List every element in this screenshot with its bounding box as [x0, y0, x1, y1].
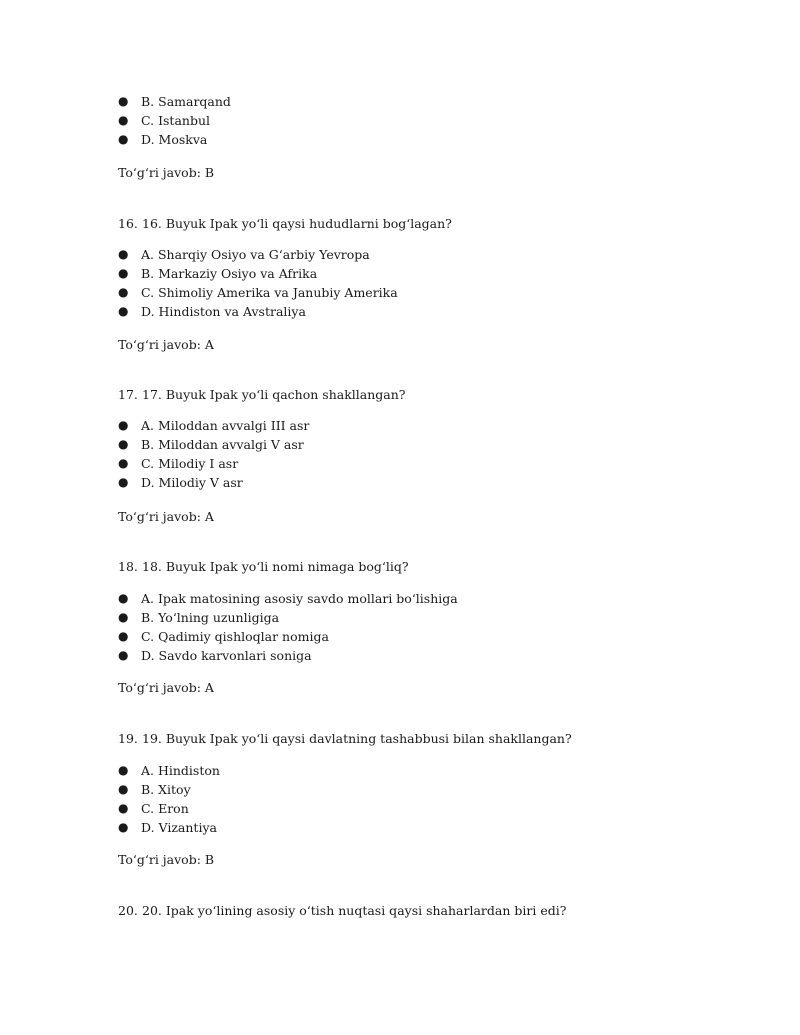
- question-16: [118, 214, 452, 233]
- bullet-icon: ●: [118, 629, 129, 643]
- option-item: [118, 780, 220, 799]
- answer-17: To‘g‘ri javob: A: [118, 509, 214, 524]
- option-item: [118, 302, 398, 321]
- question-17: [118, 385, 405, 404]
- option-item: [118, 608, 458, 627]
- bullet-icon: ●: [118, 113, 129, 127]
- option-text: D. Hindiston va Avstraliya: [141, 304, 306, 319]
- question-number: 20.: [118, 903, 138, 918]
- option-item: [118, 245, 398, 264]
- question-18: [118, 557, 409, 576]
- bullet-icon: ●: [118, 285, 129, 299]
- question-text: 16. Buyuk Ipak yo‘li qaysi hududlarni bog‘lagan?: [142, 216, 452, 231]
- option-item: [118, 111, 231, 130]
- option-list-19: [118, 761, 220, 837]
- answer-16: To‘g‘ri javob: A: [118, 337, 214, 352]
- option-text: C. Istanbul: [141, 113, 210, 128]
- bullet-icon: ●: [118, 648, 129, 662]
- option-item: [118, 589, 458, 608]
- option-item: [118, 264, 398, 283]
- answer-19: To‘g‘ri javob: B: [118, 852, 215, 867]
- answer-15: To‘g‘ri javob: B: [118, 165, 215, 180]
- question-number: 18.: [118, 559, 138, 574]
- option-text: B. Samarqand: [141, 94, 231, 109]
- option-item: [118, 646, 458, 665]
- bullet-icon: ●: [118, 247, 129, 261]
- option-text: C. Qadimiy qishloqlar nomiga: [141, 629, 329, 644]
- option-item: [118, 627, 458, 646]
- question-text: 20. Ipak yo‘lining asosiy o‘tish nuqtasi qaysi shaharlardan biri edi?: [142, 903, 567, 918]
- option-text: A. Hindiston: [141, 763, 220, 778]
- question-text: 18. Buyuk Ipak yo‘li nomi nimaga bog‘liq?: [142, 559, 409, 574]
- answer-18: To‘g‘ri javob: A: [118, 680, 214, 695]
- option-text: D. Moskva: [141, 132, 208, 147]
- option-text: C. Shimoliy Amerika va Janubiy Amerika: [141, 285, 398, 300]
- bullet-icon: ●: [118, 437, 129, 451]
- option-item: [118, 92, 231, 111]
- option-item: [118, 454, 309, 473]
- option-text: B. Xitoy: [141, 782, 191, 797]
- question-number: 17.: [118, 387, 138, 402]
- question-text: 19. Buyuk Ipak yo‘li qaysi davlatning tashabbusi bilan shakllangan?: [142, 731, 572, 746]
- bullet-icon: ●: [118, 610, 129, 624]
- option-item: [118, 761, 220, 780]
- question-text: 17. Buyuk Ipak yo‘li qachon shakllangan?: [142, 387, 406, 402]
- option-item: [118, 416, 309, 435]
- option-text: D. Milodiy V asr: [141, 475, 243, 490]
- option-list-17: [118, 416, 309, 492]
- bullet-icon: ●: [118, 801, 129, 815]
- bullet-icon: ●: [118, 418, 129, 432]
- question-number: 19.: [118, 731, 138, 746]
- question-number: 16.: [118, 216, 138, 231]
- option-item: [118, 283, 398, 302]
- option-text: B. Miloddan avvalgi V asr: [141, 437, 304, 452]
- bullet-icon: ●: [118, 475, 129, 489]
- option-item: [118, 799, 220, 818]
- option-text: A. Ipak matosining asosiy savdo mollari bo‘lishiga: [141, 591, 458, 606]
- bullet-icon: ●: [118, 763, 129, 777]
- bullet-icon: ●: [118, 94, 129, 108]
- option-item: [118, 435, 309, 454]
- option-text: C. Milodiy I asr: [141, 456, 239, 471]
- option-text: A. Sharqiy Osiyo va G‘arbiy Yevropa: [141, 247, 370, 262]
- option-item: [118, 818, 220, 837]
- bullet-icon: ●: [118, 266, 129, 280]
- option-text: A. Miloddan avvalgi III asr: [141, 418, 310, 433]
- bullet-icon: ●: [118, 820, 129, 834]
- option-item: [118, 130, 231, 149]
- option-list-15: [118, 92, 231, 149]
- option-text: B. Markaziy Osiyo va Afrika: [141, 266, 318, 281]
- option-text: D. Savdo karvonlari soniga: [141, 648, 312, 663]
- bullet-icon: ●: [118, 132, 129, 146]
- option-list-18: [118, 589, 458, 665]
- option-text: C. Eron: [141, 801, 189, 816]
- question-19: [118, 729, 572, 748]
- bullet-icon: ●: [118, 591, 129, 605]
- option-text: B. Yo‘lning uzunligiga: [141, 610, 280, 625]
- option-text: D. Vizantiya: [141, 820, 217, 835]
- option-item: [118, 473, 309, 492]
- option-list-16: [118, 245, 398, 321]
- bullet-icon: ●: [118, 304, 129, 318]
- question-20: [118, 901, 566, 920]
- bullet-icon: ●: [118, 456, 129, 470]
- bullet-icon: ●: [118, 782, 129, 796]
